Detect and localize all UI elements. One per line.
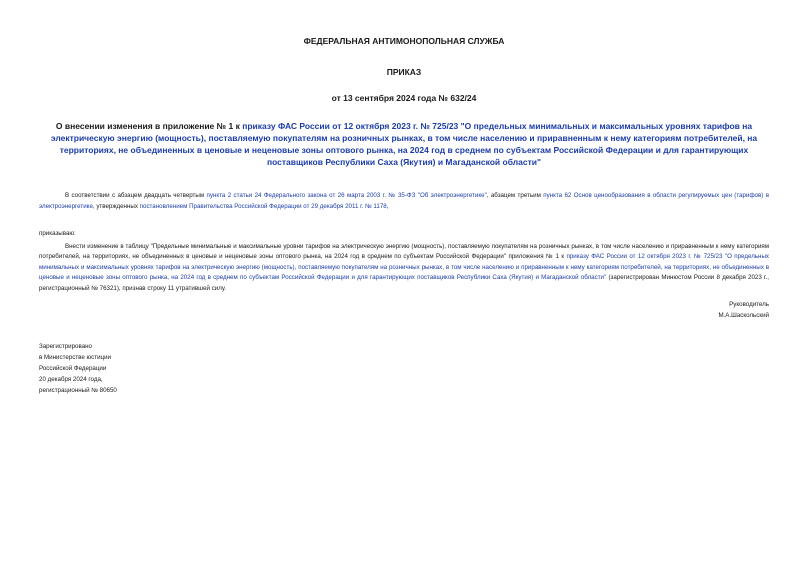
signatory-name: М.А.Шаскольский (718, 312, 769, 319)
ordered-word: приказываю: (39, 230, 76, 237)
registration-line-5: регистрационный № 80650 (39, 387, 117, 394)
registration-line-2: в Министерстве юстиции (39, 354, 112, 361)
registration-line-4: 20 декабря 2024 года, (39, 376, 103, 383)
basis-link-resolution[interactable]: постановлением Правительства Российской Федерации от 29 декабря 2011 г. № 1178 (139, 202, 387, 210)
order-text-1: Внести изменение в таблицу "Предельные минимальные и максимальные уровни тарифов на электрическую энергию (мощность), поставляемую покупателям на розничных рынках, в том числе населению и приравненным к нему категориям потребителей, на территориях, не объединенных в ценовые и неценовые зоны оптового рынка, на 2024 год в среднем по субъектам Российской Федерации" приложения № 1 к (39, 242, 769, 260)
registration-block (39, 341, 117, 396)
order-paragraph (39, 242, 769, 295)
registration-line-3: Российской Федерации (39, 365, 107, 372)
document-type: ПРИКАЗ (386, 67, 422, 77)
basis-link-pricing[interactable]: пункта 62 Основ ценообразования в области регулируемых цен (тарифов) в электроэнергетике (39, 192, 769, 210)
basis-text-2: , абзацем третьим (486, 192, 544, 199)
agency-name: ФЕДЕРАЛЬНАЯ АНТИМОНОПОЛЬНАЯ СЛУЖБА (303, 36, 505, 46)
basis-text-1: В соответствии с абзацем двадцать четвертым (65, 192, 207, 199)
order-text-2: (зарегистрирован Минюстом России 8 декабря 2023 г., регистрационный № 76321), признав строку 11 утратившей силу. (39, 274, 769, 292)
title-prefix: О внесении изменения в приложение № 1 к (55, 121, 243, 131)
order-link-fas-order[interactable]: приказу ФАС России от 12 октября 2023 г. № 725/23 "О предельных минимальных и максимальных уровнях тарифов на электрическую энергию (мощность), поставляемую покупателям на розничных рынках, в том числе населению и приравненным к нему категориям потребителей, на территориях, не объединенных в ценовые и неценовые зоны оптового рынка, на 2024 год в среднем по субъектам Российской Федерации и для гарантирующих поставщиков Республики Саха (Якутия) и Магаданской области" (39, 253, 769, 281)
title-link[interactable]: приказу ФАС России от 12 октября 2023 г. № 725/23 "О предельных минимальных и максимальных уровнях тарифов на электрическую энергию (мощность), поставляемую покупателям на розничных рынках, в том числе населению и приравненным к нему категориям потребителей, на территориях, не объединенных в ценовые и неценовые зоны оптового рынка, на 2024 год в среднем по субъектам Российской Федерации и для гарантирующих поставщиков Республики Саха (Якутия) и Магаданской области" (50, 121, 758, 167)
document-body (39, 30, 769, 294)
basis-paragraph (39, 191, 769, 212)
registration-line-1: Зарегистрировано (39, 343, 92, 350)
document-title (39, 120, 769, 168)
document-date-number: от 13 сентября 2024 года № 632/24 (331, 93, 477, 103)
basis-text-3: , утвержденных (92, 202, 140, 210)
basis-text-4: , (386, 202, 389, 210)
signatory-role: Руководитель (729, 301, 769, 308)
signature-block (718, 299, 769, 321)
basis-link-law[interactable]: пункта 2 статьи 24 Федерального закона от 26 марта 2003 г. № 35-ФЗ "Об электроэнергетике" (206, 192, 487, 199)
